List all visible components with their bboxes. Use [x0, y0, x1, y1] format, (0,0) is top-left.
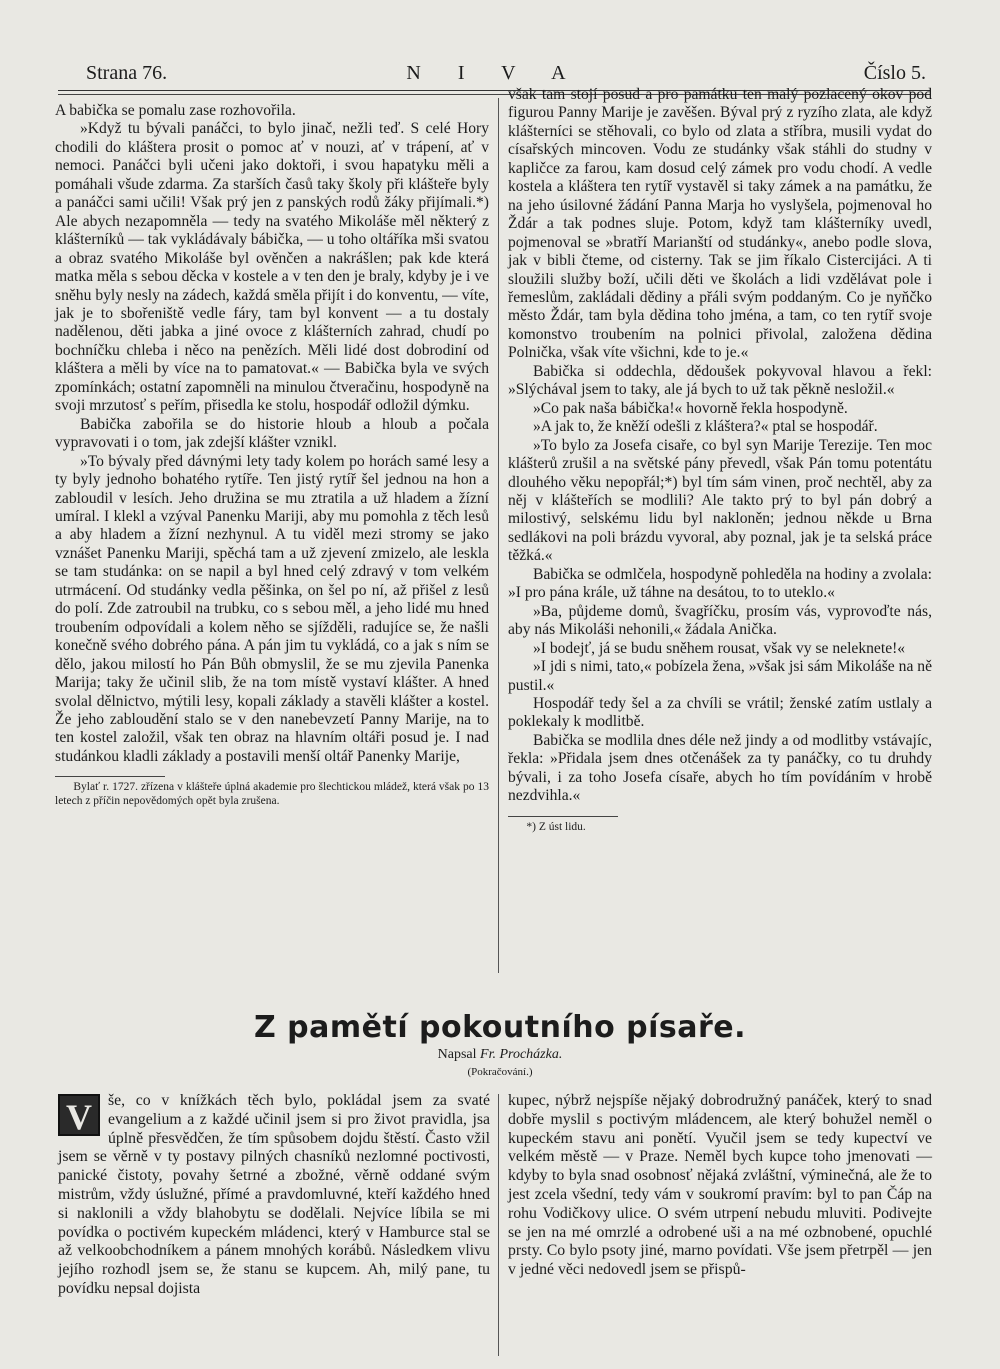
- paragraph: »A jak to, že kněží odešli z kláštera?« ptal se hospodář.: [532, 418, 878, 436]
- paragraph: »Když tu bývali panáčci, to bylo jinač, nežli teď. S celé Hory chodili do kláštera prosit o pomoc ať v nouzi, ať v trápení, ať v nemoci. Panáčci byli učeni jako doktoři, i svou hapatyku měli a pomáhali všude zdarma. Za starších časů taky školy při klášteře byly a panáčci sami učili! Však prý jen z panských rodů žáky přijímali.*) Ale abych nezapomněla — tedy na svatého Mikoláše měl některý z klášterníků — tak vykládávaly bábička, — u toho oltáříka mši svatou a obraz svatého Mikoláše byl ověnčen a nakrášlen; pak kde která matka měla s sebou děcka v kostele a v ten den je braly, kdyby je i ve sněhu byly nesly na zádech, každá směla přijít i do konventu, — víte, jak je to sbořeniště vedle fáry, tam byl konvent — a tu dostaly nadělenou, děti jabka a jiné ovoce z klášterních zahrad, chudí po bochníčku chleba i něco na penězích. Měli lidé dost dobrodiní od kláštera a měli by více na to pamatovat.« — Babička byla ve svých zpomínkách; ostatní zapomněli na minulou čtveračinu, hospodyně na svoji mrzutosť s peřím, přisedla ke stolu, hospodář odložil dýmku.: [55, 120, 489, 415]
- article-title: Z pamětí pokoutního písaře.: [253, 1010, 747, 1045]
- paragraph: Babička si oddechla, dědoušek pokyvoval hlavou a řekl: »Slýchával jsem to taky, ale já bych to už tak pěkně nesložil.«: [508, 362, 932, 399]
- article-text-left: še, co v knížkách těch bylo, pokládal jsem za svaté evangelium a z každé učinil jsem si pro život pravidla, jsa úplně přesvědčen, že tím spůsobem dojdu štěstí. Často vžil jsem se věrně v ty postavy pilných chasníků nezlomné poctivosti, panické čistoty, povahy šetrné a zbožné, věrně oddané svým mistrům, vždy úslužné, přímé a pravdomluvné, kteří každého hned si naklonili a vždy blahobytu se dodělali. Nejvíce líbila se mi povídka o poctivém kupeckém mládenci, který v Hamburce stal se až velkoobchodníkem a pánem mnohých korábů. Následkem vlivu jejího rozhodl jsem se, že stanu se kupcem. Ah, milý pane, tu povídku nepsal dojista: [58, 1092, 490, 1297]
- story-column-left: [55, 102, 489, 808]
- article-column-left: [58, 1092, 490, 1299]
- article-byline: [0, 1047, 1000, 1063]
- author-name: Fr. Procházka.: [480, 1047, 563, 1062]
- footnote: Bylať r. 1727. zřízena v klášteře úplná akademie pro šlechtickou mládež, která však po 13 letech z příčin nepovědomých opět byla zrušena.: [55, 781, 489, 807]
- paragraph: Babička se odmlčela, hospodyně pohleděla na hodiny a zvolala: »I pro pána krále, už táhne na desátou, to to uteklo.«: [508, 565, 932, 602]
- paragraph: [58, 1092, 490, 1299]
- paragraph: »Co pak naša bábička!« hovorně řekla hospodyně.: [532, 399, 848, 417]
- paragraph: Babička se modlila dnes déle než jindy a od modlitby vstávajíc, řekla: »Přidala jsem dnes otčenášek za ty panáčky, co tu druhdy bývali, i za toho Josefa císaře, abych ho tím povídáním v hrobě nezdvihla.«: [508, 731, 932, 805]
- paragraph: »To bylo za Josefa cisaře, co byl syn Marije Terezije. Ten moc klášterů zrušil a na světské pány převedl, však Pán tomu potentátu dlouhého věku nepopřál;*) byl tím sám vinen, proč nechtěl, aby za něj v klášteřích se modlili? Ale takto prý to byl pán dobrý a milostivý, selskému lidu byl nakloněn; jednou někde u Brna sedlákovi na poli brázdu vyvoral, aby poznal, jak je ta selská práce těžká.«: [508, 436, 932, 565]
- column-divider-bottom: [498, 1094, 499, 1356]
- paragraph: »Ba, půjdeme domů, švagříčku, prosím vás, vyprovoďte nás, aby nás Mikoláši nehonili,« žádala Anička.: [508, 602, 932, 639]
- paragraph: však tam stojí posud a pro památku ten malý pozlacený okov pod figurou Panny Marije je zavěšen. Býval prý z ryzího zlata, ale když klášterníci se stěhovali, co bylo od zlata a stříbra, musili vydat do císařských mincoven. Vodu ze studánky však stáhli do studny v kapličce za farou, kam dosud celý zámek pro vodu chodí. A vedle kostela a kláštera ten rytíř vystavěl si taky zámek a na památku, že na jeho úsilovné žádání Panna Marja ho vyslyšela, pojmenoval ho Ždár a tak podnes sluje. Potom, když tam klášterníky uvedl, pojmenoval se »bratří Marianští od studánky«, anebo podle slova, jak v bibli čteme, od cisterny. Tak se jim říkalo Cistercijáci. A ti sloužili služby boží, učili děti ve školách a lidi vzdělávat pole i řemeslům, zakládali dědiny a přáli svým poddaným. Co je nyňčko město Ždár, tam byla dědina toho jména, a tam, co ten rytíř svoje komonstvo troubením na polnici přivolal, založena dědina Polnička, však víte všichni, kde to je.«: [508, 86, 932, 362]
- paragraph: »To bývaly před dávnými lety tady kolem po horách samé lesy a ty byly jednoho bohatého rytíře. Ten jistý rytíř šel jednou na hon a zabloudil v lesích. Jeho družina se mu ztratila a už hladem a žízní umíral. I klekl a vzýval Panenku Mariji, aby mu pomohla z těch lesů a aby hladem a žízní nezhynul. A tu viděl mezi stromy se jako vznášet Panenku Mariji, spěchá tam a už zjevení zmizelo, ale leskla se tam studánka: on se napil a byl hned celý zdravý v tom velkém utrmácení. Od studánky vedla pěšinka, on šel po ní, až přišel z lesů do polí. Zde zatroubil na trubku, co s sebou měl, a jeho lidé mu hned troubením odpovídali a kolem něho se sjížděli, radujíce se, že našli konečně svého dobrého pána. A pán jim tu vykládá, co a jak s ním se dělo, jakou milostí ho Pán Bůh obmyslil, že se mu zjevila Panenka Marija; taky že učinil slib, že na tom místě vystaví klášter. A hned svolal dělnictvo, mýtili lesy, kopali základy a stavěli klášter a kostel. Že jeho zabloudění stalo se v den nanebevzetí Panny Marije, na to ten kostel založil, však ten obraz na hlavním oltáři posud je. I nad studánkou kladli základy a postavili menší oltář Panenky Marije,: [55, 452, 489, 765]
- column-divider-top: [498, 98, 499, 973]
- article-column-right: [508, 1092, 932, 1280]
- paragraph: »I jdi s nimi, tato,« pobízela žena, »však jsi sám Mikoláše na ně pustil.«: [508, 658, 932, 694]
- paragraph: A babička se pomalu zase rozhovořila.: [55, 102, 296, 119]
- article-text-right: kupec, nýbrž nejspíše nějaký dobrodružný panáček, který to snad dobře myslil s poctivým mládencem, ale který bohužel neměl o kupeckém stavu ani ponětí. Vyučil jsem se tedy kupectví ve velkém městě — v Praze. Neměl bych kupce toho jmenovati — kdyby to byla snad osobnosť nějaká zvláštní, výminečná, ale že to jest zcela všední, tedy vám v soukromí pravím: byl to pan Čáp na rohu Vodičkovy ulice. O svém utrpení nebudu mluviti. Podivejte se jen na mé omrzlé a odrobené uši a na mé ozbnobené, opuchlé prsty. Co bylo psoty jiné, marno povídati. Vše jsem přetrpěl — jen v jedné věci nedovedl jsem se přispů-: [508, 1092, 932, 1279]
- paragraph: Hospodář tedy šel a za chvíli se vrátil; ženské zatím ustlaly a poklekaly k modlitbě.: [508, 694, 932, 731]
- page-number: Strana 76.: [86, 62, 168, 84]
- footnote-rule: [55, 776, 165, 777]
- issue-number: Číslo 5.: [863, 62, 926, 84]
- byline-prefix: Napsal: [437, 1047, 477, 1062]
- drop-cap: V: [58, 1094, 100, 1136]
- footnote: *) Z úst lidu.: [526, 820, 586, 833]
- story-column-right: [508, 86, 932, 834]
- paragraph: »I bodejť, já se budu sněhem rousat, však vy se neleknete!«: [532, 639, 906, 657]
- footnote-rule: [508, 816, 618, 817]
- continuation-note: (Pokračování.): [467, 1066, 533, 1078]
- magazine-title: N I V A: [406, 62, 582, 84]
- paragraph: Babička zabořila se do historie hloub a hloub a počala vypravovati i o tom, jak zdejší klášter vznikl.: [55, 415, 489, 452]
